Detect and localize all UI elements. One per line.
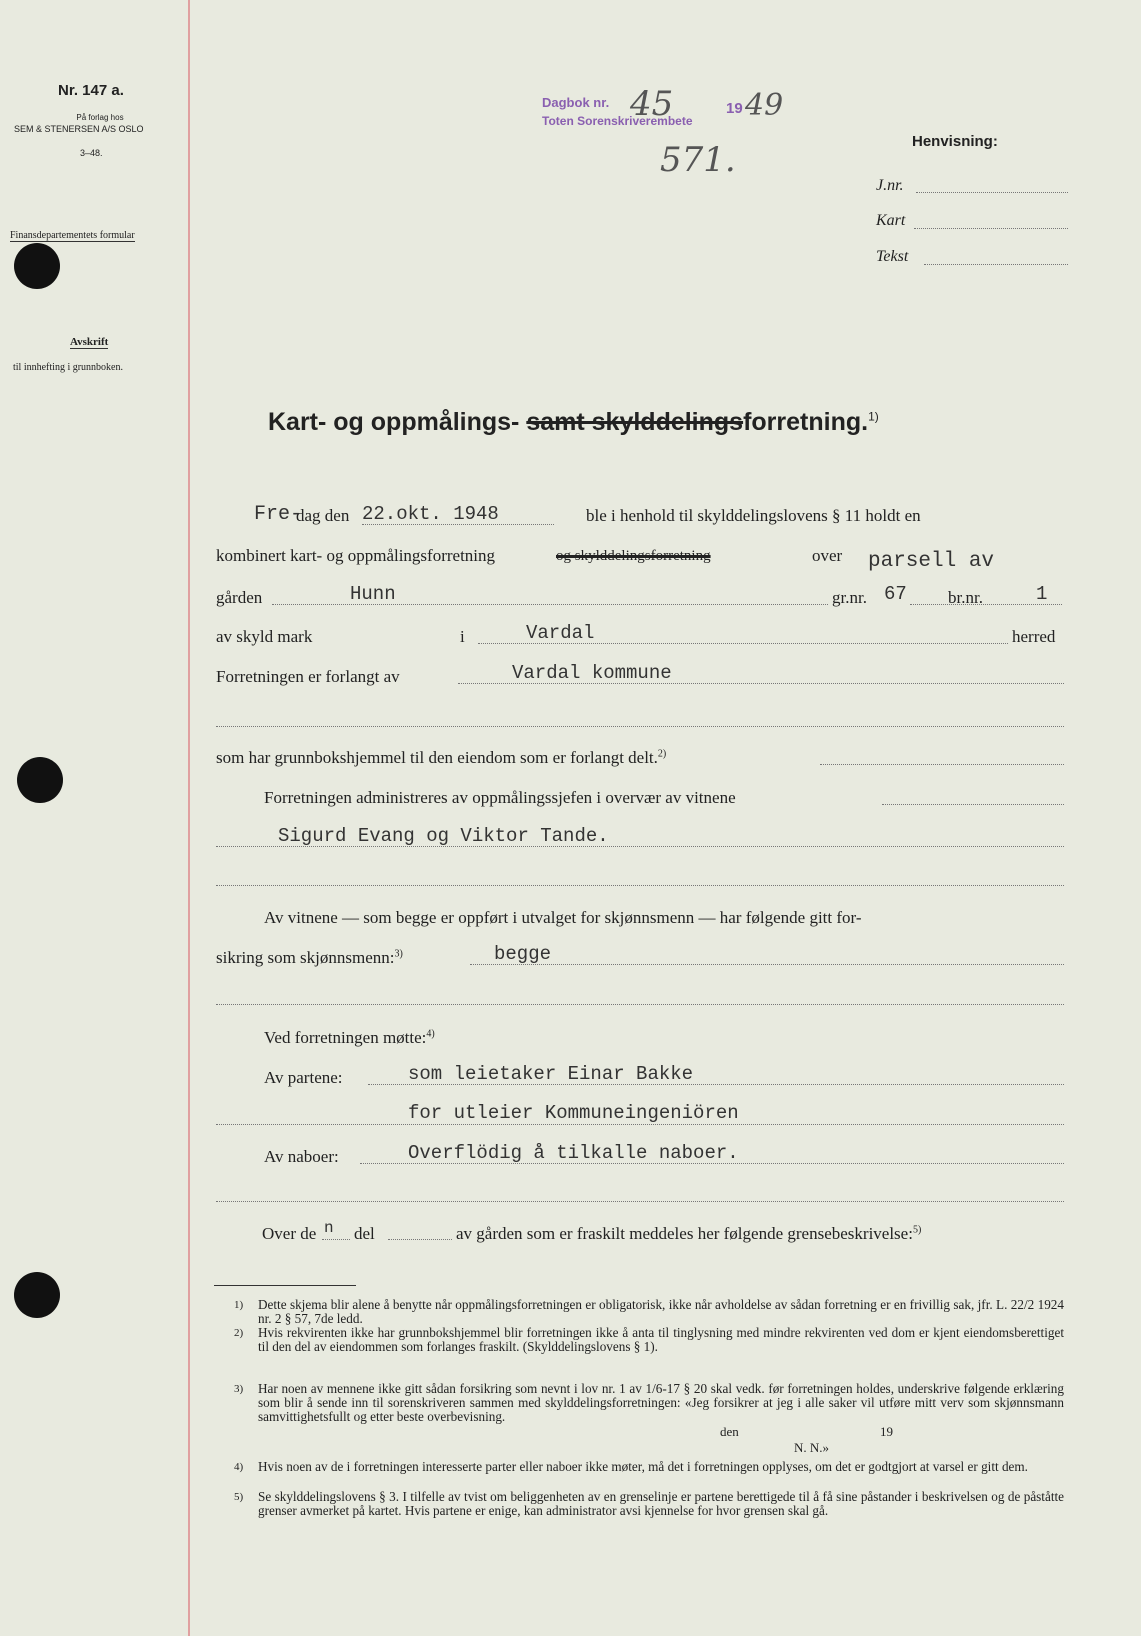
i-label: i <box>460 627 465 646</box>
partene-field2 <box>216 1124 1064 1125</box>
blank-line <box>216 1004 1064 1005</box>
forlangt-label: Forretningen er forlangt av <box>216 667 400 686</box>
stamp-year-prefix: 19 <box>726 100 743 117</box>
date-field <box>362 524 554 525</box>
avskrift-label: Avskrift <box>70 336 109 348</box>
footnote-3-year: 19 <box>880 1424 893 1439</box>
formular-label: Finansdepartementets formular <box>10 230 135 241</box>
footnote-2: 2) Hvis rekvirenten ikke har grunnbokshjemmel blir forretningen ikke å anta til tinglysning med mindre rekvirenten ved dom er kjent eiendomsberettiget til den del av eiendommen som forlanges fraskilt. (Skylddelingslovens § 1). <box>234 1325 1064 1354</box>
vitner-field <box>216 846 1064 847</box>
edition: 3–48. <box>80 148 103 158</box>
tekst-label: Tekst <box>876 248 909 265</box>
blank-line <box>216 885 1064 886</box>
over-typed: n <box>324 1219 334 1237</box>
date-typed: 22.okt. 1948 <box>362 503 499 525</box>
brnr-value: 1 <box>1036 583 1048 605</box>
jnr-label: J.nr. <box>876 177 904 194</box>
forsikring-typed: begge <box>494 943 552 965</box>
brnr-label: br.nr. <box>948 588 983 607</box>
naboer-label: Av naboer: <box>264 1147 339 1166</box>
dag-den-label: dag den <box>296 506 350 525</box>
kart-field <box>914 228 1068 229</box>
administrert-field <box>882 804 1064 805</box>
garden-label: gården <box>216 588 263 607</box>
tekst-field <box>924 264 1068 265</box>
partene-typed1: som leietaker Einar Bakke <box>408 1063 694 1085</box>
administrert-text: Forretningen administreres av oppmålingssjefen i overvær av vitnene <box>264 788 736 807</box>
henvisning-heading: Henvisning: <box>912 133 998 150</box>
form-number: Nr. 147 a. <box>58 82 124 99</box>
avskrift-note: til innhefting i grunnboken. <box>13 362 123 373</box>
naboer-typed: Overflödig å tilkalle naboer. <box>408 1142 739 1164</box>
over-label: Over de <box>262 1224 317 1243</box>
grnr-value: 67 <box>884 583 907 605</box>
stamp-line2: Toten Sorenskriverembete <box>542 114 693 128</box>
day-typed: Fre- <box>254 503 303 526</box>
punch-hole <box>14 1272 60 1318</box>
line2-struck: og skylddelingsforretning <box>556 548 711 564</box>
footnote-5: 5) Se skylddelingslovens § 3. I tilfelle av tvist om beliggenheten av en grenselinje er partene berettigede til å få sine påstander i beskrivelsen og de påståtte grenser avmerket på kartet. Hvis partene er enige, kan administrator avsi kjennelse for hvor grensen skal gå. <box>234 1489 1064 1518</box>
del-label: del <box>354 1224 375 1243</box>
garden-typed: Hunn <box>350 583 396 605</box>
stamp-number: 45 <box>630 84 674 124</box>
line2-over: over <box>812 546 843 565</box>
vitner-typed: Sigurd Evang og Viktor Tande. <box>278 825 609 847</box>
del-field <box>388 1239 452 1240</box>
grense-text: av gården som er fraskilt meddeles her følgende grensebeskrivelse:$^{5)}$ <box>456 1224 922 1243</box>
hjemmel-field <box>820 764 1064 765</box>
nr-field <box>910 604 1062 605</box>
kart-label: Kart <box>876 212 906 229</box>
footnote-1: 1) Dette skjema blir alene å benytte når oppmålingsforretningen er obligatorisk, ikke når avholdelse av sådan forretning er en frivillig sak, jfr. L. 22/2 1924 nr. 2 § 57, 7de ledd. <box>234 1297 1064 1326</box>
stamp-line1: Dagbok nr. <box>542 95 610 110</box>
forsikring-field <box>470 964 1064 965</box>
punch-hole <box>17 757 63 803</box>
stamp-extra-number: 571. <box>660 140 736 180</box>
blank-line <box>216 726 1064 727</box>
footnote-3-signature: N. N.» <box>794 1440 830 1455</box>
footnote-4: 4) Hvis noen av de i forretningen interesserte parter eller naboer ikke møter, må det i forretningen opplyses, om det er godtgjort at varsel er gitt dem. <box>234 1459 1028 1474</box>
footnote-rule <box>214 1285 356 1286</box>
line2-typed: parsell av <box>868 550 995 573</box>
over-field <box>322 1239 350 1240</box>
margin-line <box>188 0 190 1636</box>
footnote-3-den: den <box>720 1424 739 1439</box>
blank-line <box>216 1201 1064 1202</box>
document-title: Kart- og oppmålings- samt skylddelingsforretning.$^{1)}$ <box>268 408 879 436</box>
stamp-year-suffix: 49 <box>745 88 784 123</box>
herred-label: herred <box>1012 627 1056 646</box>
herred-typed: Vardal <box>526 622 595 644</box>
publisher-line2: SEM & STENERSEN A/S OSLO <box>14 124 144 134</box>
forsikring-line2: sikring som skjønnsmenn:$^{3)}$ <box>216 948 403 967</box>
forlangt-typed: Vardal kommune <box>512 662 672 684</box>
grnr-label: gr.nr. <box>832 588 867 607</box>
punch-hole <box>14 243 60 289</box>
partene-typed2: for utleier Kommuneingeniören <box>408 1102 739 1124</box>
line2-start: kombinert kart- og oppmålingsforretning <box>216 546 496 565</box>
skyld-label: av skyld mark <box>216 627 313 646</box>
hjemmel-text: som har grunnbokshjemmel til den eiendom som er forlangt delt.$^{2)}$ <box>216 748 667 767</box>
publisher-line1: På forlag hos <box>76 113 124 122</box>
partene-label: Av partene: <box>264 1068 343 1087</box>
jnr-field <box>916 192 1068 193</box>
footnote-3: 3) Har noen av mennene ikke gitt sådan forsikring som nevnt i lov nr. 1 av 1/6-17 § 20 skal vedk. før forretningen holdes, underskrive følgende erklæring som blir å sende inn til sorenskriveren sammen med skylddelingsforretningen: «Jeg forsikrer at jeg i alle saker vil utføre mitt verv som skjønnsmann samvittighetsfullt og etter beste overbevisning. <box>234 1381 1064 1424</box>
motte-label: Ved forretningen møtte:$^{4)}$ <box>264 1028 435 1047</box>
forsikring-line1: Av vitnene — som begge er oppført i utvalget for skjønnsmenn — har følgende gitt for- <box>264 908 862 927</box>
line1-rest: ble i henhold til skylddelingslovens § 11 holdt en <box>586 506 921 525</box>
